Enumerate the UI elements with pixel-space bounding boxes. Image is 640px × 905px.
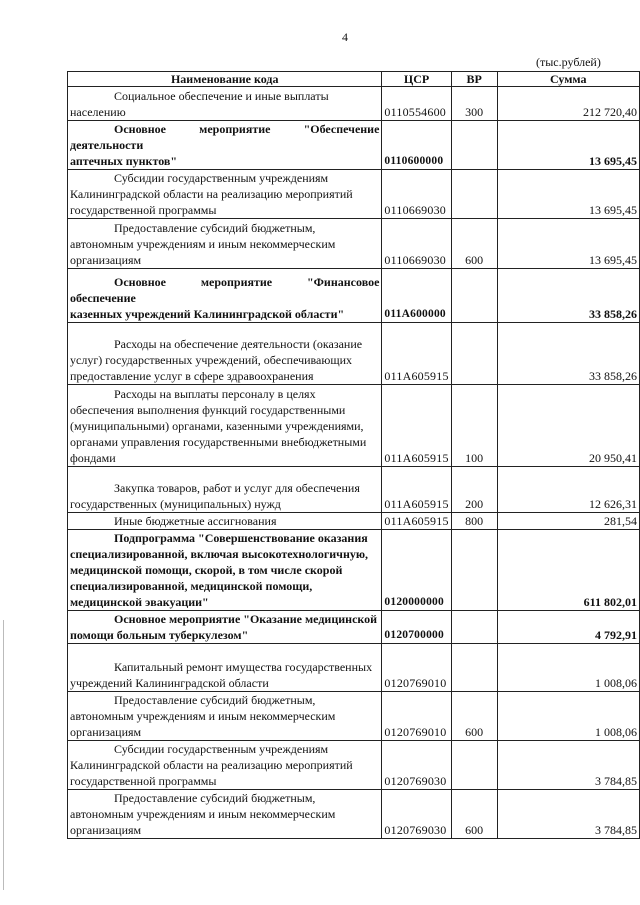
row-name-line: Иные бюджетные ассигнования [114, 514, 277, 528]
row-csr: 0120769010 [382, 644, 451, 692]
row-sum: 1 008,06 [497, 692, 639, 741]
row-name-line: медицинской эвакуации" [70, 595, 209, 609]
table-row [68, 611, 640, 644]
row-name-line: автономным учреждениям и иным некоммерческим [70, 807, 336, 821]
row-name-line: Капитальный ремонт имущества государственных [114, 660, 373, 674]
header-vr: ВР [451, 72, 497, 87]
row-sum: 1 008,06 [497, 644, 639, 692]
row-sum: 13 695,45 [497, 121, 639, 170]
row-name-line: (муниципальными) органами, казенными учреждениями, [70, 419, 364, 433]
table-body [68, 87, 640, 839]
row-name-line: автономным учреждениям и иным некоммерческим [70, 709, 336, 723]
row-vr [451, 530, 497, 611]
row-name-line: государственных (муниципальных) нужд [70, 497, 281, 511]
table-row [68, 513, 640, 530]
table-row [68, 269, 640, 323]
row-csr: 011А600000 [382, 269, 451, 323]
row-name [68, 790, 382, 839]
budget-table [67, 71, 640, 839]
row-name-line: обеспечения выполнения функций государственными [70, 403, 346, 417]
row-name-line: населению [70, 105, 126, 119]
row-name [68, 530, 382, 611]
row-vr [451, 611, 497, 644]
row-vr: 600 [451, 219, 497, 269]
row-vr: 800 [451, 513, 497, 530]
row-name-line: Калининградской области на реализацию мероприятий [70, 187, 353, 201]
row-name-line: Расходы на выплаты персоналу в целях [114, 387, 316, 401]
row-csr: 0110669030 [382, 219, 451, 269]
row-sum: 3 784,85 [497, 741, 639, 790]
row-name-line: Предоставление субсидий бюджетным, [114, 221, 316, 235]
row-name-line: государственной программы [70, 203, 217, 217]
row-name-line: организациям [70, 253, 142, 267]
header-csr: ЦСР [382, 72, 451, 87]
row-sum: 20 950,41 [497, 385, 639, 467]
row-sum: 13 695,45 [497, 219, 639, 269]
row-sum: 212 720,40 [497, 87, 639, 121]
row-csr: 0110554600 [382, 87, 451, 121]
row-name-line: Подпрограмма "Совершенствование оказания [114, 531, 368, 545]
row-vr: 300 [451, 87, 497, 121]
row-name [68, 219, 382, 269]
row-vr [451, 170, 497, 219]
row-name-line: Субсидии государственным учреждениям [114, 171, 329, 185]
row-name [68, 87, 382, 121]
row-name-line: Социальное обеспечение и иные выплаты [114, 89, 329, 103]
row-csr: 0120000000 [382, 530, 451, 611]
table-row [68, 87, 640, 121]
row-csr: 0120769030 [382, 790, 451, 839]
row-sum: 12 626,31 [497, 467, 639, 513]
table-row [68, 692, 640, 741]
row-name-line: казенных учреждений Калининградской области" [70, 307, 345, 321]
row-name [68, 467, 382, 513]
header-name: Наименование кода [68, 72, 382, 87]
row-csr: 011А605915 [382, 513, 451, 530]
row-sum: 3 784,85 [497, 790, 639, 839]
row-csr: 011А605915 [382, 467, 451, 513]
row-name-line: специализированной, медицинской помощи, [70, 579, 313, 593]
row-name [68, 692, 382, 741]
row-name-line: медицинской помощи, скорой, в том числе скорой [70, 563, 343, 577]
table-row [68, 385, 640, 467]
row-csr: 0120769030 [382, 741, 451, 790]
table-row [68, 170, 640, 219]
row-vr: 100 [451, 385, 497, 467]
row-csr: 0110669030 [382, 170, 451, 219]
row-name-line: помощи больным туберкулезом" [70, 628, 249, 642]
row-csr: 0120700000 [382, 611, 451, 644]
units-label: (тыс.рублей) [536, 55, 601, 69]
row-name-line: предоставление услуг в сфере здравоохранения [70, 369, 314, 383]
row-name [68, 323, 382, 385]
row-vr: 600 [451, 790, 497, 839]
row-vr: 600 [451, 692, 497, 741]
row-name-line: Предоставление субсидий бюджетным, [114, 791, 316, 805]
row-name-line: Основное мероприятие "Оказание медицинской [114, 612, 378, 626]
table-header-row [68, 72, 640, 87]
row-name [68, 170, 382, 219]
table-row [68, 121, 640, 170]
row-name [68, 741, 382, 790]
table-row [68, 530, 640, 611]
row-name-line: организациям [70, 725, 142, 739]
row-name [68, 644, 382, 692]
row-name-line: автономным учреждениям и иным некоммерческим [70, 237, 336, 251]
row-name-line: услуг) государственных учреждений, обеспечивающих [70, 353, 353, 367]
table-row [68, 219, 640, 269]
row-sum: 33 858,26 [497, 323, 639, 385]
row-name-line: Основное мероприятие "Финансовое обеспечение [70, 275, 380, 305]
row-vr [451, 741, 497, 790]
row-vr [451, 269, 497, 323]
row-name [68, 269, 382, 323]
row-vr [451, 323, 497, 385]
row-name-line: организациям [70, 823, 142, 837]
row-name [68, 611, 382, 644]
row-name-line: государственной программы [70, 774, 217, 788]
row-name-line: учреждений Калининградской области [70, 676, 269, 690]
scan-margin-line [3, 620, 4, 890]
row-name-line: Закупка товаров, работ и услуг для обеспечения [114, 481, 360, 495]
row-name-line: Расходы на обеспечение деятельности (оказание [114, 337, 363, 351]
row-name-line: фондами [70, 451, 116, 465]
row-csr: 011А605915 [382, 385, 451, 467]
page-number: 4 [342, 30, 348, 44]
row-csr: 0120769010 [382, 692, 451, 741]
row-vr [451, 121, 497, 170]
table-row [68, 790, 640, 839]
row-name-line: Субсидии государственным учреждениям [114, 742, 329, 756]
row-vr: 200 [451, 467, 497, 513]
row-vr [451, 644, 497, 692]
row-name-line: Предоставление субсидий бюджетным, [114, 693, 316, 707]
row-name [68, 513, 382, 530]
row-sum: 611 802,01 [497, 530, 639, 611]
row-sum: 13 695,45 [497, 170, 639, 219]
row-sum: 33 858,26 [497, 269, 639, 323]
row-csr: 0110600000 [382, 121, 451, 170]
table-row [68, 467, 640, 513]
row-csr: 011А605915 [382, 323, 451, 385]
row-name [68, 385, 382, 467]
row-name [68, 121, 382, 170]
table-row [68, 644, 640, 692]
row-name-line: аптечных пунктов" [70, 154, 178, 168]
row-name-line: специализированной, включая высокотехнологичную, [70, 547, 369, 561]
row-sum: 4 792,91 [497, 611, 639, 644]
header-sum: Сумма [497, 72, 639, 87]
row-name-line: Основное мероприятие "Обеспечение деятельности [70, 122, 380, 152]
table-row [68, 323, 640, 385]
row-sum: 281,54 [497, 513, 639, 530]
table-row [68, 741, 640, 790]
row-name-line: органами управления государственными внебюджетными [70, 435, 367, 449]
row-name-line: Калининградской области на реализацию мероприятий [70, 758, 353, 772]
